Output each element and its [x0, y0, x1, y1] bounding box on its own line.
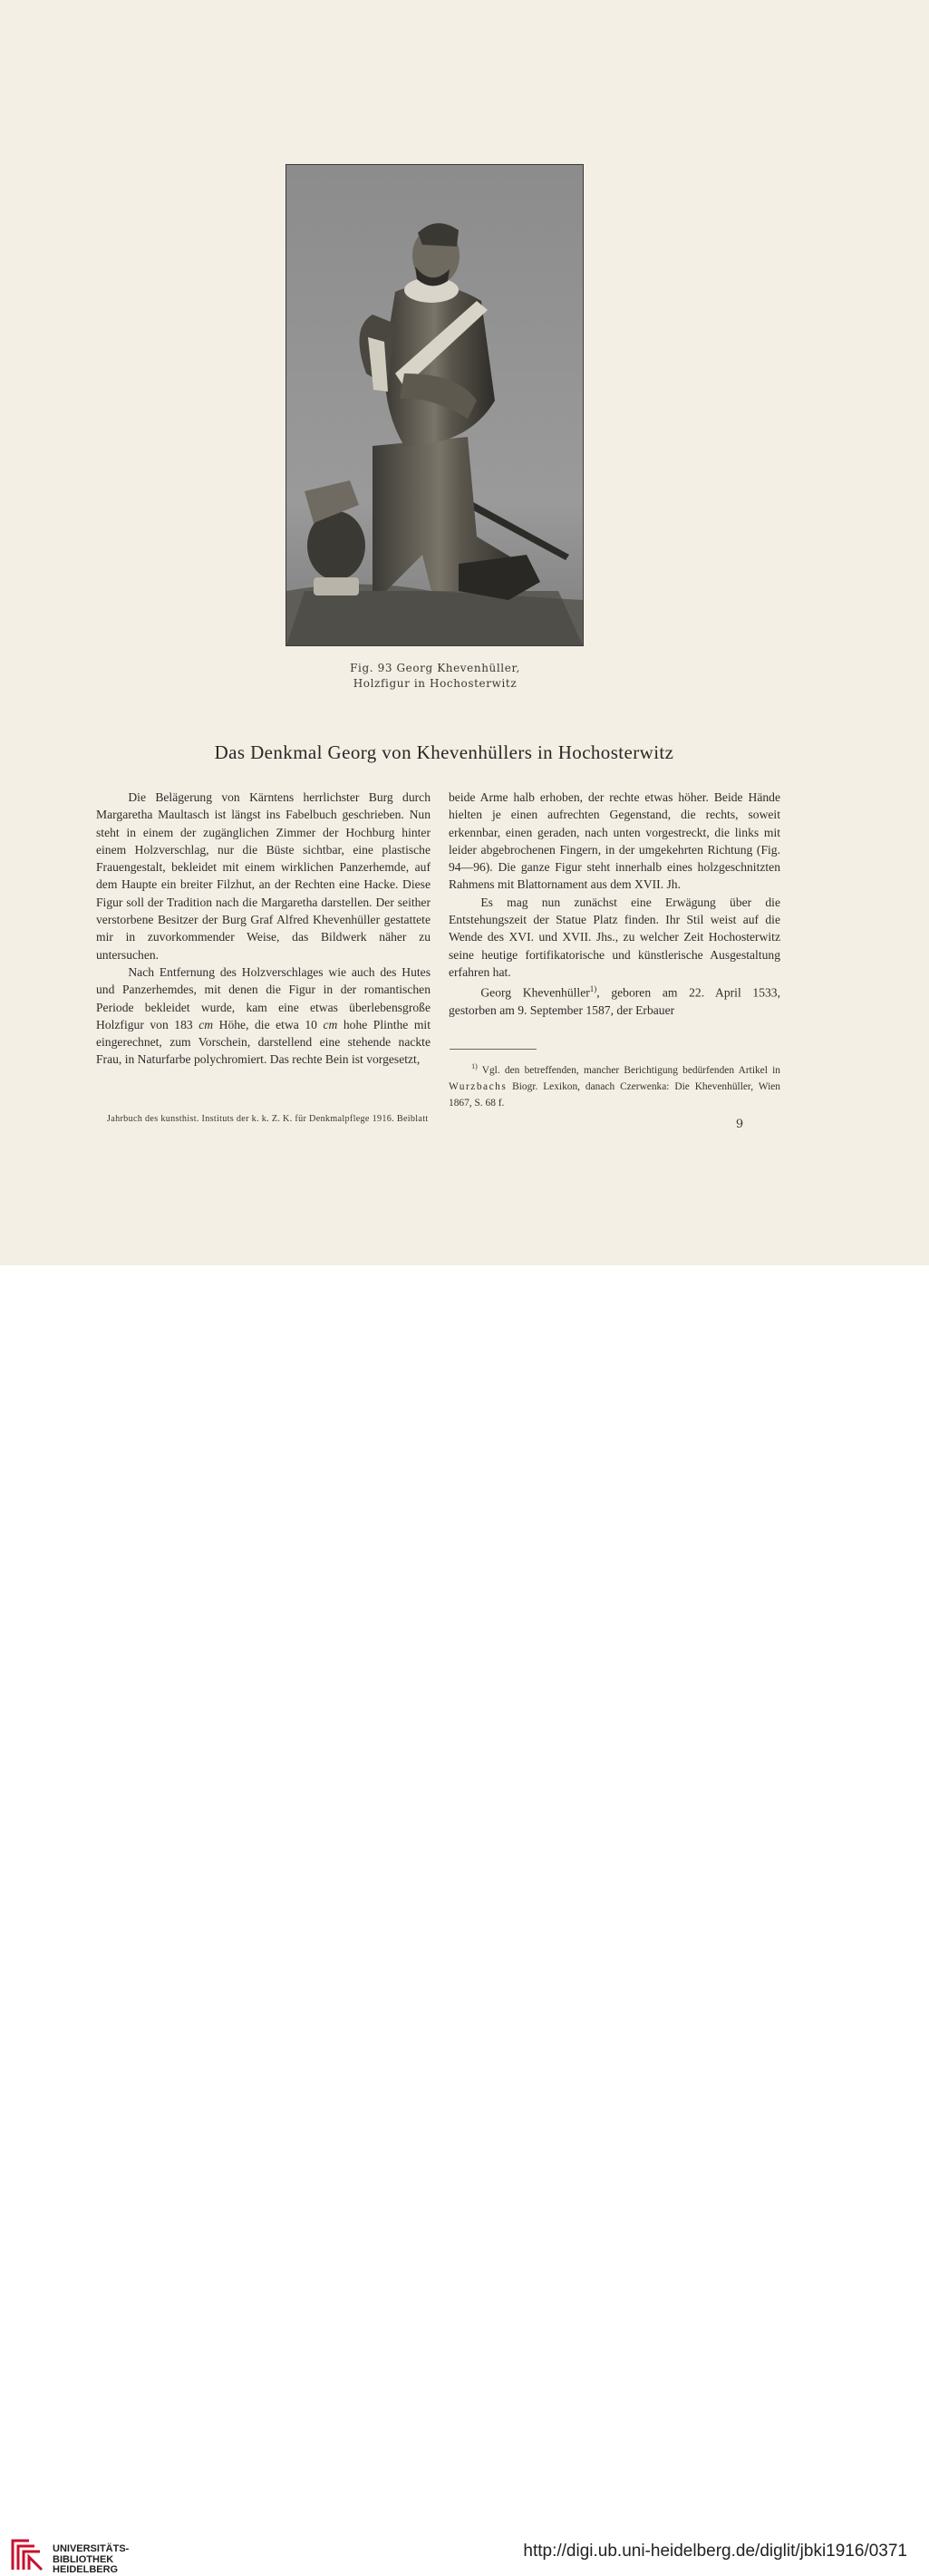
- paragraph: Es mag nun zunächst eine Erwägung über die Entstehungszeit der Statue Platz finden. Ihr Stil weist auf die Wende des XVI. und XVII. Jhs., zu welcher Zeit Hochosterwitz seine heutige fortifikatorische und künstlerische Ausgestaltung erfahren hat.: [449, 895, 780, 979]
- article-title: Das Denkmal Georg von Khevenhüllers in Hochosterwitz: [214, 741, 674, 763]
- text-span: Höhe, die etwa 10: [218, 1017, 317, 1031]
- unit-cm: cm: [323, 1017, 338, 1031]
- paragraph: Die Belägerung von Kärntens herrlichster Burg durch Margaretha Maultasch ist längst ins Fabelbuch geschrieben. Nun steht in einem der zugänglichen Zimmer der Hochburg hinter einem Holzverschlag, nur die Büste sichtbar, eine plastische Frauengestalt, bekleidet mit einem wirklichen Panzerhemde, auf dem Haupte ein breiter Filzhut, an der Rechten eine Hacke. Diese Figur soll der Tradition nach die Margaretha darstellen. Der seither verstorbene Besitzer der Burg Graf Alfred Khevenhüller gestattete mir in zuvorkommender Weise, das Bildwerk näher zu untersuchen.: [96, 790, 431, 962]
- text-span: Vgl. den betreffenden, mancher Berichtigung bedürfenden Artikel in: [481, 1064, 780, 1076]
- text-span: Die Khevenhüller, Wien 1867, S. 68 f.: [449, 1080, 780, 1109]
- text-span: hohe Plinthe mit eingerechnet, zum Vorschein, darstellend eine stehende nackte Frau, in Naturfarbe polychromiert. Das rechte Bein ist vorgesetzt,: [96, 1017, 431, 1067]
- footnote-marker[interactable]: 1): [589, 984, 597, 994]
- figure-caption: [326, 661, 544, 692]
- library-footer-bar: [0, 1265, 929, 2575]
- text-column-right: [449, 789, 780, 1019]
- footnote-number: 1): [471, 1062, 478, 1070]
- university-library-logo-icon: [9, 2537, 45, 2573]
- running-footer: Jahrbuch des kunsthist. Instituts der k. k. Z. K. für Denkmalpflege 1916. Beiblatt: [107, 1114, 429, 1124]
- author-name: Wurzbachs: [449, 1080, 508, 1092]
- figure-photograph: [285, 164, 584, 646]
- scanned-page: [0, 0, 929, 1265]
- footnote: [449, 1059, 780, 1111]
- paragraph: beide Arme halb erhoben, der rechte etwas höher. Beide Hände hielten je einen aufrechten Gegenstand, die rechts, soweit erkennbar, einen geraden, nach unten vorgestreckt, die links mit leider abgebrochenen Fingern, in der umgekehrten Richtung (Fig. 94—96). Die ganze Figur steht innerhalb eines holzgeschnitzten Rahmens mit Blattornament aus dem XVII. Jh.: [449, 790, 780, 892]
- caption-line-1: Fig. 93 Georg Khevenhüller,: [350, 662, 520, 674]
- text-column-left: [96, 789, 431, 1069]
- footnote-divider: [450, 1049, 537, 1050]
- text-span: Nach Entfernung des Holzverschlages wie auch des Hutes und Panzerhemdes, mit denen die Figur in der romantischen Periode bekleidet wurde, kam eine etwas überlebensgroße Holzfigur von 183: [96, 964, 431, 1031]
- library-name: [53, 2544, 129, 2576]
- page-number: 9: [735, 1118, 744, 1131]
- permalink-url[interactable]: http://digi.ub.uni-heidelberg.de/diglit/jbki1916/0371: [523, 2542, 907, 2561]
- library-name-line: HEIDELBERG: [53, 2564, 119, 2575]
- text-span: Biogr. Lexikon, danach: [512, 1080, 615, 1092]
- footnote-text: [449, 1059, 780, 1111]
- text-span: Georg Khevenhüller: [480, 985, 590, 1000]
- text-span: , geboren am 22. April 1533, gestorben am 9. September 1587, der Erbauer: [449, 985, 780, 1018]
- library-name-line: UNIVERSITÄTS-: [53, 2543, 130, 2554]
- caption-line-2: Holzfigur in Hochosterwitz: [353, 677, 518, 690]
- paragraph: [96, 964, 431, 1069]
- author-name: Czerwenka:: [620, 1080, 670, 1092]
- unit-cm: cm: [198, 1017, 214, 1031]
- paragraph: [449, 981, 780, 1019]
- knight-statue-photo: [286, 165, 583, 645]
- library-name-line: BIBLIOTHEK: [53, 2553, 114, 2565]
